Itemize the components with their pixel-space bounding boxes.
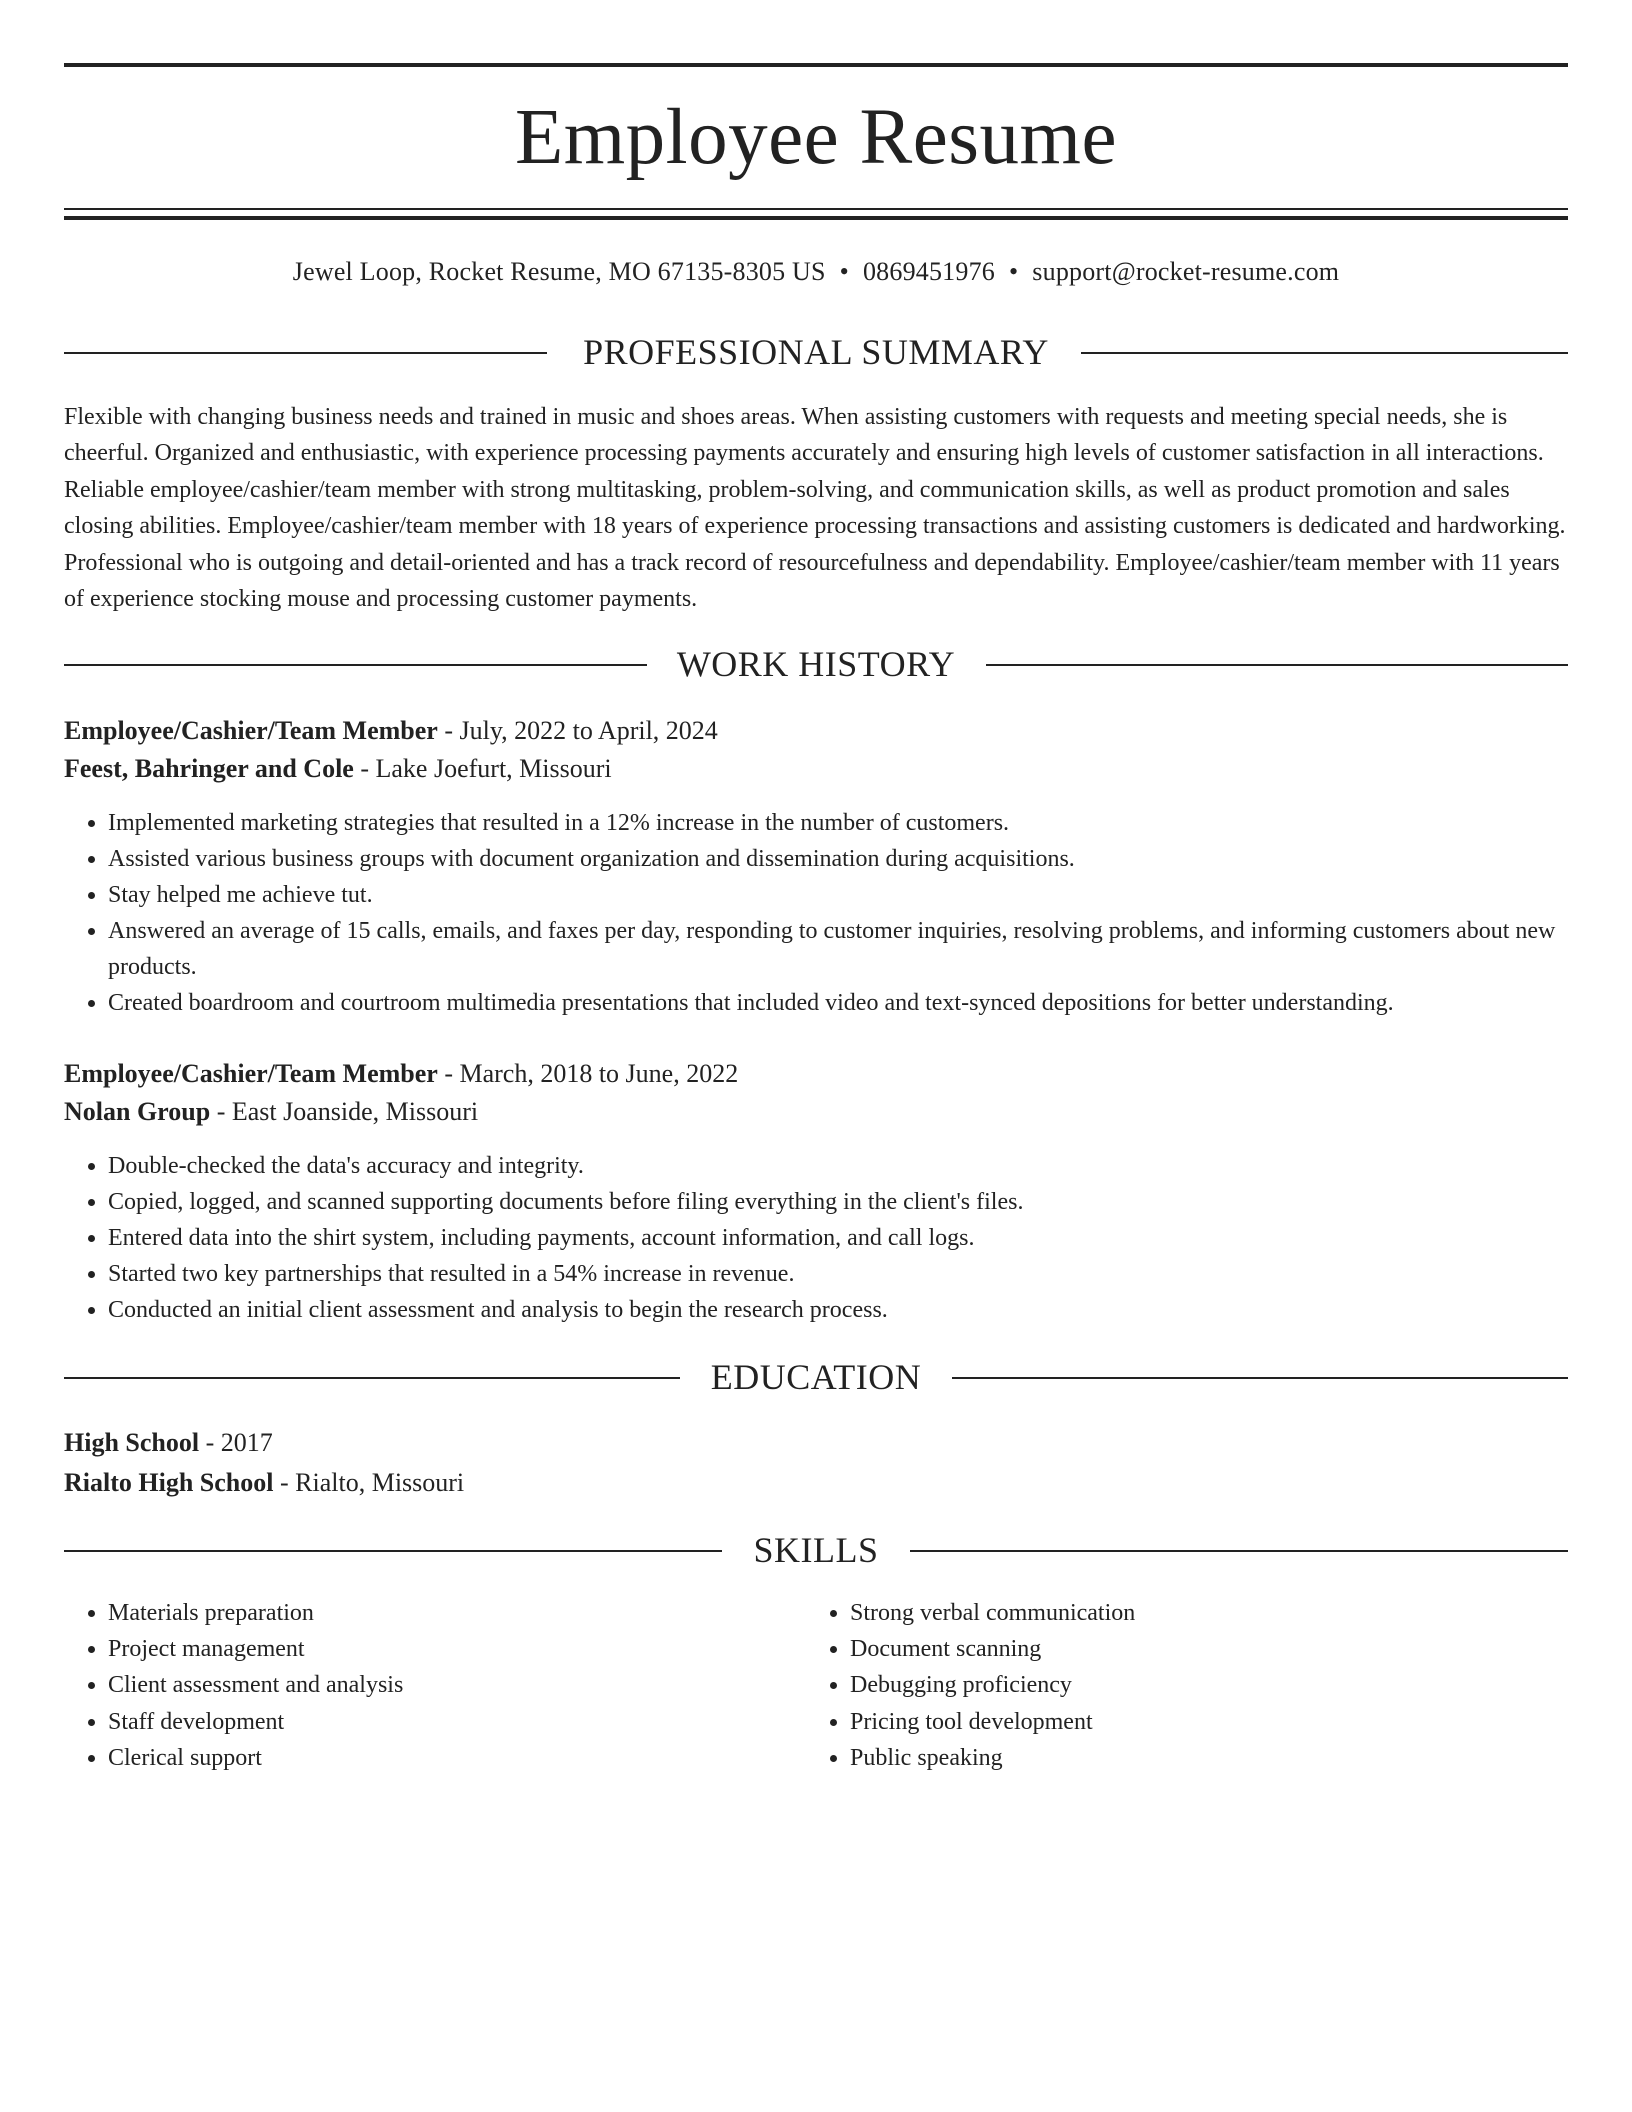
job-duties-list <box>64 805 1568 1021</box>
skill-item: • Client assessment and analysis <box>108 1667 764 1703</box>
job-location: - East Joanside, Missouri <box>210 1097 479 1126</box>
section-title: WORK HISTORY <box>676 644 956 684</box>
job-company: Nolan Group <box>64 1097 211 1126</box>
education-location: - Rialto, Missouri <box>273 1468 465 1497</box>
section-title: SKILLS <box>753 1530 879 1570</box>
contact-line <box>64 254 1568 290</box>
section-heading-work <box>64 639 1568 689</box>
job-company-line <box>64 751 1568 787</box>
skills-list-left <box>64 1595 764 1776</box>
list-item: • Entered data into the shirt system, including payments, account information, and call logs. <box>108 1220 1568 1256</box>
job-title-line <box>64 1056 1568 1092</box>
skill-item: • Pricing tool development <box>850 1704 1506 1740</box>
list-item: • Created boardroom and courtroom multimedia presentations that included video and text-synced depositions for better understanding. <box>108 985 1568 1021</box>
contact-separator: • <box>1008 257 1019 286</box>
list-item: • Double-checked the data's accuracy and integrity. <box>108 1148 1568 1184</box>
contact-phone: 0869451976 <box>862 257 995 286</box>
list-item: • Copied, logged, and scanned supporting documents before filing everything in the client's files. <box>108 1184 1568 1220</box>
skill-item: • Staff development <box>108 1704 764 1740</box>
skill-item: • Strong verbal communication <box>850 1595 1506 1631</box>
job-title-line <box>64 713 1568 749</box>
job-duties-list <box>64 1148 1568 1328</box>
section-heading-skills <box>64 1525 1568 1575</box>
education-degree: High School <box>64 1428 200 1457</box>
skill-item: • Project management <box>108 1631 764 1667</box>
job-title: Employee/Cashier/Team Member <box>64 716 438 745</box>
list-item: • Stay helped me achieve tut. <box>108 877 1568 913</box>
skill-item: • Document scanning <box>850 1631 1506 1667</box>
list-item: • Answered an average of 15 calls, emails, and faxes per day, responding to customer inquiries, resolving problems, and informing customers about new products. <box>108 913 1568 985</box>
job-company: Feest, Bahringer and Cole <box>64 754 354 783</box>
list-item: • Assisted various business groups with document organization and dissemination during acquisitions. <box>108 841 1568 877</box>
job-dates: - July, 2022 to April, 2024 <box>437 716 718 745</box>
skill-item: • Materials preparation <box>108 1595 764 1631</box>
skills-list-right <box>806 1595 1506 1776</box>
section-heading-summary <box>64 327 1568 377</box>
section-heading-education <box>64 1352 1568 1402</box>
job-company-line <box>64 1094 1568 1130</box>
contact-email: support@rocket-resume.com <box>1032 257 1340 286</box>
title-rule-thick <box>64 216 1568 220</box>
skill-item: • Debugging proficiency <box>850 1667 1506 1703</box>
title-rule-thin <box>64 208 1568 210</box>
job-title: Employee/Cashier/Team Member <box>64 1059 438 1088</box>
education-school-line <box>64 1465 1568 1501</box>
job-location: - Lake Joefurt, Missouri <box>353 754 612 783</box>
contact-address: Jewel Loop, Rocket Resume, MO 67135-8305 US <box>292 257 826 286</box>
job-dates: - March, 2018 to June, 2022 <box>437 1059 739 1088</box>
summary-text: Flexible with changing business needs and trained in music and shoes areas. When assisting customers with requests and meeting special needs, she is cheerful. Organized and enthusiastic, with experience processing payments accurately and ensuring high levels of customer satisfaction in all interactions. Reliable employee/cashier/team member with strong multitasking, problem-solving, and communication skills, as well as product promotion and sales closing abilities. Employee/cashier/team member with 18 years of experience processing transactions and assisting customers is dedicated and hardworking. Professional who is outgoing and detail-oriented and has a track record of resourcefulness and dependability. Employee/cashier/team member with 11 years of experience stocking mouse and processing customer payments. <box>64 404 1566 613</box>
contact-separator: • <box>839 257 849 286</box>
skill-item: • Clerical support <box>108 1740 764 1776</box>
list-item: • Conducted an initial client assessment and analysis to begin the research process. <box>108 1292 1568 1328</box>
skill-item: • Public speaking <box>850 1740 1506 1776</box>
education-degree-line <box>64 1425 1568 1461</box>
section-title: EDUCATION <box>710 1357 922 1397</box>
resume-title: Employee Resume <box>514 94 1118 181</box>
top-rule <box>64 63 1568 67</box>
list-item: • Implemented marketing strategies that resulted in a 12% increase in the number of customers. <box>108 805 1568 841</box>
education-school: Rialto High School <box>64 1468 274 1497</box>
education-year: - 2017 <box>199 1428 273 1457</box>
section-title: PROFESSIONAL SUMMARY <box>583 332 1049 372</box>
list-item: • Started two key partnerships that resulted in a 54% increase in revenue. <box>108 1256 1568 1292</box>
